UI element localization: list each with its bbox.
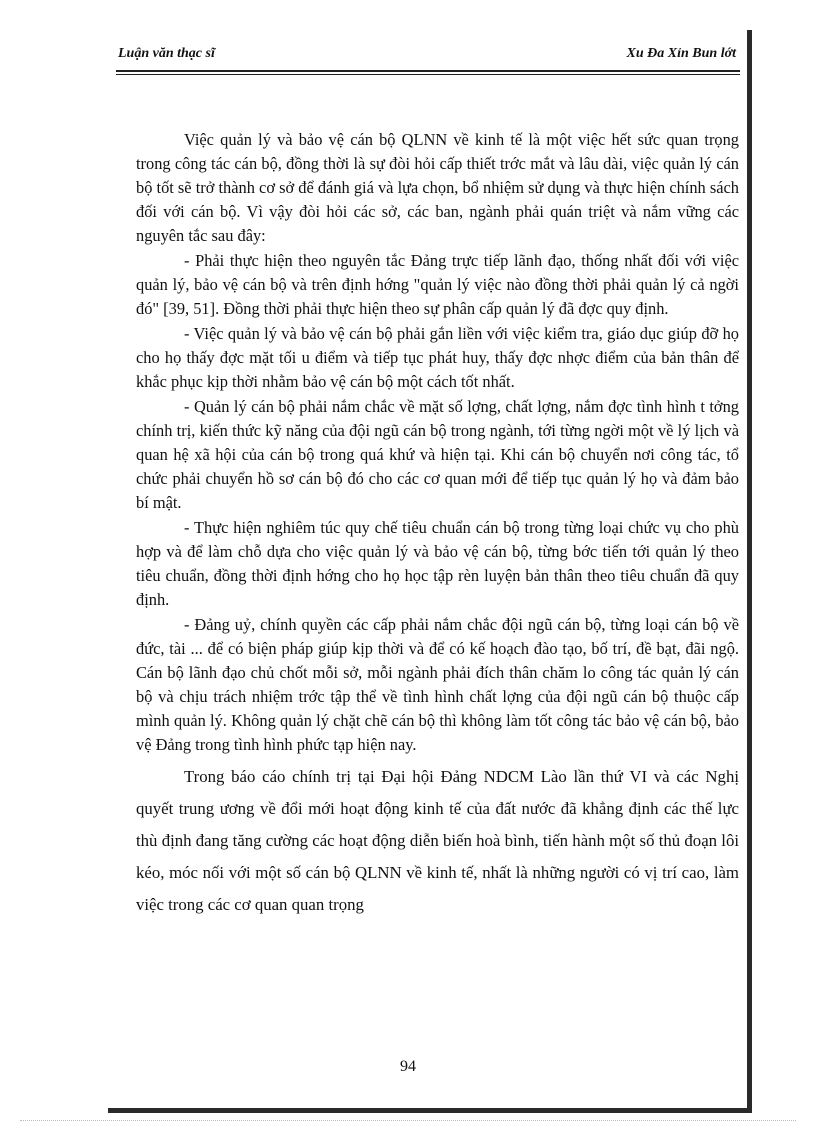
header-author-name: Xu Đa Xỉn Bun lớt: [626, 46, 736, 61]
footer-dotted-line: [20, 1120, 796, 1121]
paragraph-intro: Việc quản lý và bảo vệ cán bộ QLNN về kinh tế là một việc hết sức quan trọng trong công tác cán bộ, đồng thời là sự đòi hỏi cấp thiết trớc mắt và lâu dài, việc quản lý cán bộ tốt sẽ trở thành cơ sở để đánh giá và lựa chọn, bổ nhiệm sử dụng và thực hiện chính sách đối với cán bộ. Vì vậy đòi hỏi các sở, các ban, ngành phải quán triệt và nắm vững các nguyên tắc sau đây:: [136, 130, 739, 245]
header-rule-thick: [116, 70, 740, 72]
paragraph-principle-2: - Việc quản lý và bảo vệ cán bộ phải gắn liền với việc kiểm tra, giáo dục giúp đỡ họ cho họ thấy đợc mặt tối u điểm và tiếp tục phát huy, thấy đợc nhợc điểm của bản thân để khắc phục kịp thời nhằm bảo vệ cán bộ một cách tốt nhất.: [136, 324, 739, 391]
paragraph-political-report: Trong báo cáo chính trị tại Đại hội Đảng NDCM Lào lần thứ VI và các Nghị quyết trung ương về đổi mới hoạt động kinh tế của đất nước đã khẳng định các thế lực thù định đang tăng cường các hoạt động diễn biến hoà bình, tiến hành một số thủ đoạn lôi kéo, móc nối với một số cán bộ QLNN về kinh tế, nhất là những người có vị trí cao, làm việc trong các cơ quan quan trọng: [136, 767, 739, 914]
paragraph-principle-4: - Thực hiện nghiêm túc quy chế tiêu chuẩn cán bộ trong từng loại chức vụ cho phù hợp và để làm chỗ dựa cho việc quản lý và bảo vệ cán bộ, từng bớc tiến tới quản lý theo tiêu chuẩn, đồng thời định hớng cho họ học tập rèn luyện bản thân theo tiêu chuẩn đã quy định.: [136, 518, 739, 609]
page-header: [116, 46, 738, 68]
paragraph-principle-3: - Quản lý cán bộ phải nắm chắc về mặt số lợng, chất lợng, nắm đợc tình hình t tởng chính trị, kiến thức kỹ năng của đội ngũ cán bộ trong ngành, tới từng ngời một về lý lịch và quan hệ xã hội của cán bộ trong quá khứ và hiện tại. Khi cán bộ chuyển nơi công tác, tổ chức phải chuyển hồ sơ cán bộ đó cho các cơ quan mới để tiếp tục quản lý họ và đảm bảo bí mật.: [136, 397, 739, 512]
paragraph-principle-5: - Đảng uỷ, chính quyền các cấp phải nắm chắc đội ngũ cán bộ, từng loại cán bộ về đức, tài ... để có biện pháp giúp kịp thời và để có kế hoạch đào tạo, bố trí, đề bạt, đãi ngộ. Cán bộ lãnh đạo chủ chốt mỗi sở, mỗi ngành phải đích thân chăm lo công tác quản lý cán bộ và chịu trách nhiệm trớc tập thể về tình hình chất lợng của đội ngũ cán bộ thuộc cấp mình quản lý. Không quản lý chặt chẽ cán bộ thì không làm tốt công tác bảo vệ cán bộ, bảo vệ Đảng trong tình hình phức tạp hiện nay.: [136, 615, 739, 754]
header-thesis-label: Luận văn thạc sĩ: [118, 46, 215, 61]
page-number: 94: [400, 1058, 416, 1075]
header-rule-thin: [116, 74, 740, 75]
paragraph-principle-1: - Phải thực hiện theo nguyên tắc Đảng trực tiếp lãnh đạo, thống nhất đối với việc quản lý, bảo vệ cán bộ và trên định hớng "quản lý việc nào đồng thời phải quản lý cả ngời đó" [39, 51]. Đồng thời phải thực hiện theo sự phân cấp quản lý đã đợc quy định.: [136, 251, 739, 318]
document-body: [136, 128, 739, 921]
